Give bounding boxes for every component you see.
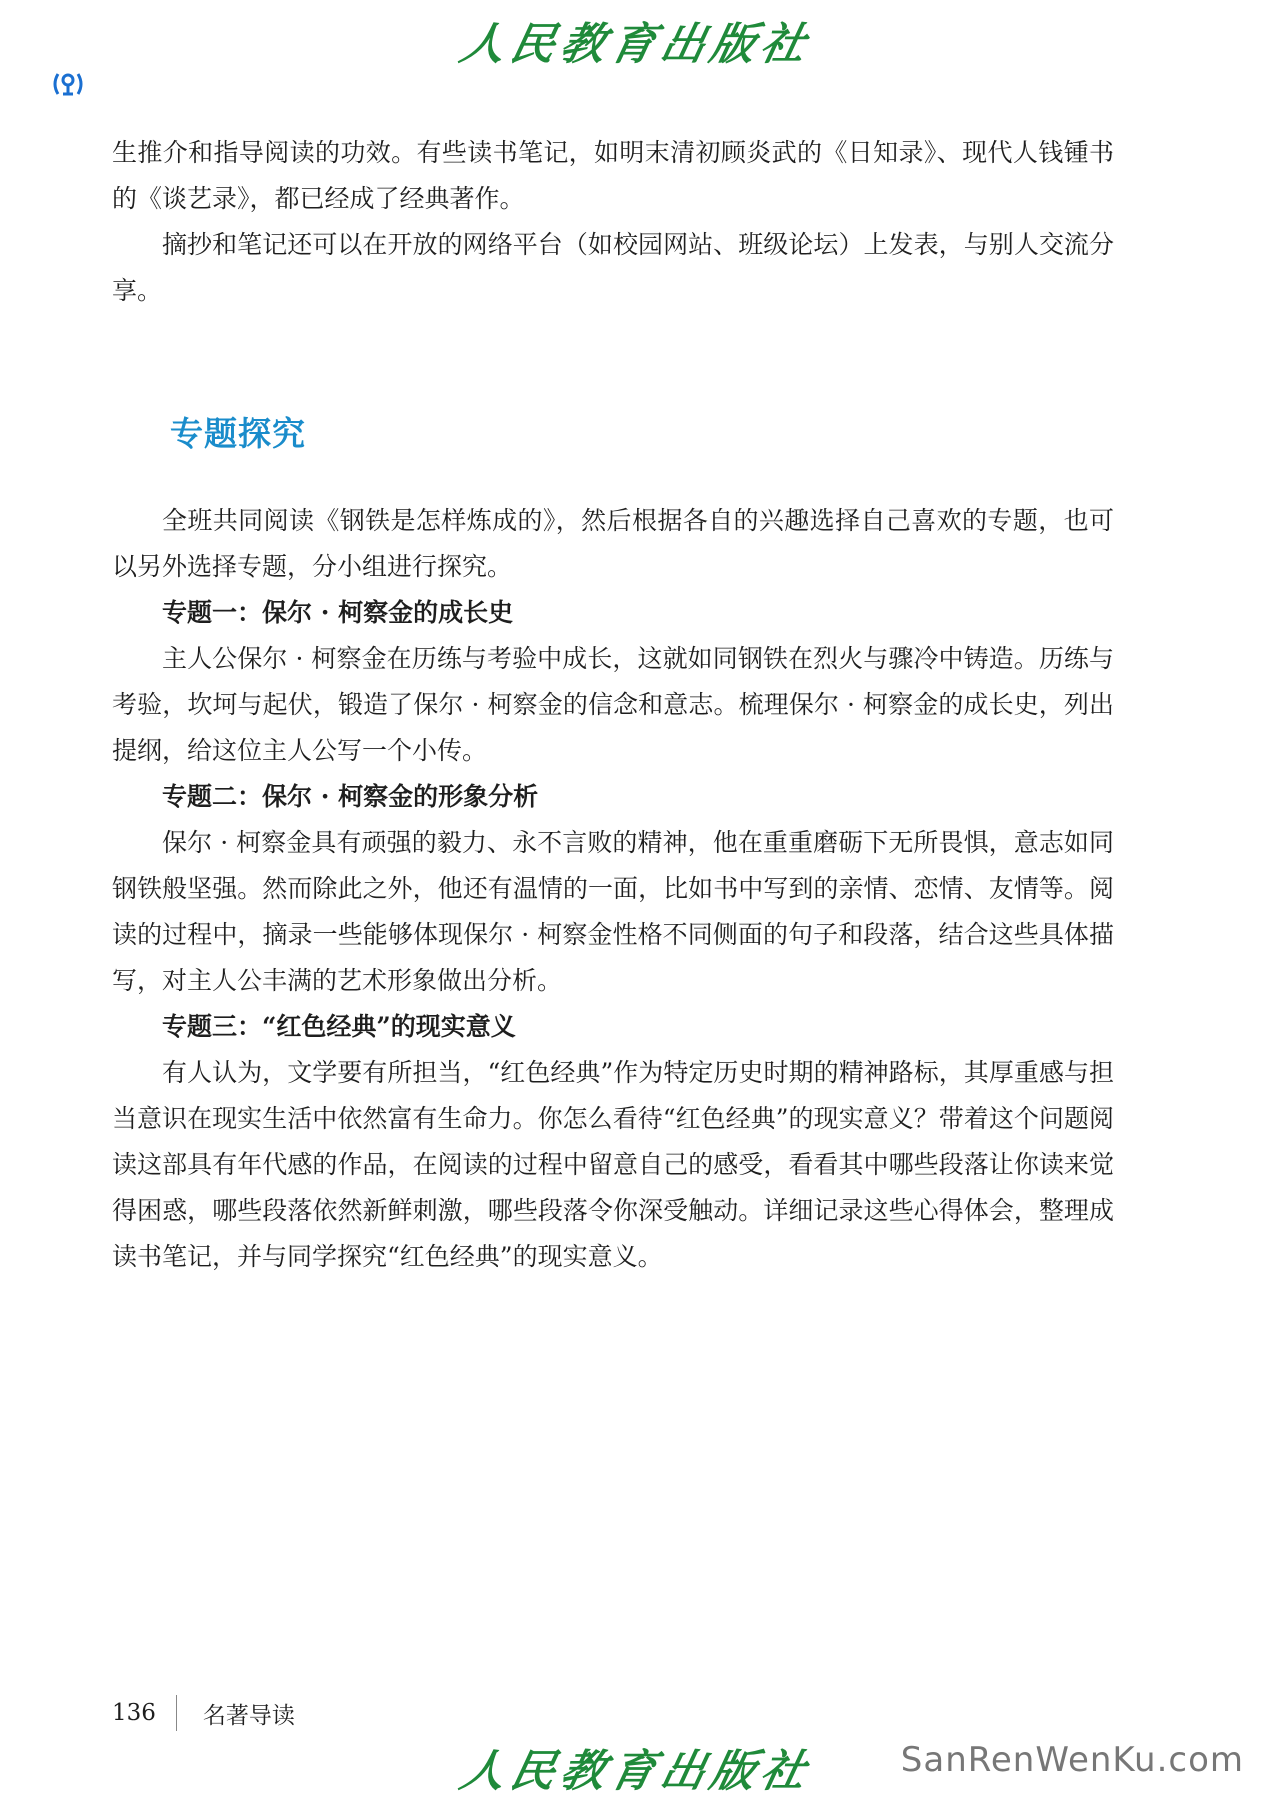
intro-paragraph-2: 摘抄和笔记还可以在开放的网络平台（如校园网站、班级论坛）上发表，与别人交流分享。 <box>112 230 1114 305</box>
publisher-logo-bottom: 人民教育出版社 <box>455 1746 817 1797</box>
topic-1-text: 主人公保尔 · 柯察金在历练与考验中成长，这就如同钢铁在烈火与骤冷中铸造。历练与考验，坎坷与起伏，锻造了保尔 · 柯察金的信念和意志。梳理保尔 · 柯察金的成长史，列出提纲，给这位主人公写一个小传。 <box>112 644 1114 765</box>
topic-2-heading: 专题二：保尔 · 柯察金的形象分析 <box>162 782 539 811</box>
publisher-logo-top: 人民教育出版社 <box>455 19 817 70</box>
topic-3-text: 有人认为，文学要有所担当，“红色经典”作为特定历史时期的精神路标，其厚重感与担当意识在现实生活中依然富有生命力。你怎么看待“红色经典”的现实意义？带着这个问题阅读这部具有年代感的作品，在阅读的过程中留意自己的感受，看看其中哪些段落让你读来觉得困惑，哪些段落依然新鲜刺激，哪些段落令你深受触动。详细记录这些心得体会，整理成读书笔记，并与同学探究“红色经典”的现实意义。 <box>112 1058 1114 1271</box>
section-intro: 全班共同阅读《钢铁是怎样炼成的》，然后根据各自的兴趣选择自己喜欢的专题，也可以另外选择专题，分小组进行探究。 <box>112 506 1114 581</box>
page-footer <box>112 1695 295 1731</box>
topic-2-text: 保尔 · 柯察金具有顽强的毅力、永不言败的精神，他在重重磨砺下无所畏惧，意志如同钢铁般坚强。然而除此之外，他还有温情的一面，比如书中写到的亲情、恋情、友情等。阅读的过程中，摘录一些能够体现保尔 · 柯察金性格不同侧面的句子和段落，结合这些具体描写，对主人公丰满的艺术形象做出分析。 <box>112 828 1114 995</box>
intro-text <box>112 130 1114 314</box>
topic-1-heading: 专题一：保尔 · 柯察金的成长史 <box>162 598 514 627</box>
pep-logo-icon <box>52 70 84 98</box>
watermark: SanRenWenKu.com <box>900 1740 1244 1780</box>
book-title: 名著导读 <box>202 1702 295 1729</box>
section-body <box>112 498 1114 1280</box>
footer-divider <box>176 1695 177 1731</box>
section-title: 专题探究 <box>170 414 306 453</box>
intro-paragraph-1: 生推介和指导阅读的功效。有些读书笔记，如明末清初顾炎武的《日知录》、现代人钱锺书的《谈艺录》，都已经成了经典著作。 <box>112 138 1114 213</box>
page-number: 136 <box>112 1700 156 1726</box>
topic-3-heading: 专题三：“红色经典”的现实意义 <box>162 1012 516 1041</box>
